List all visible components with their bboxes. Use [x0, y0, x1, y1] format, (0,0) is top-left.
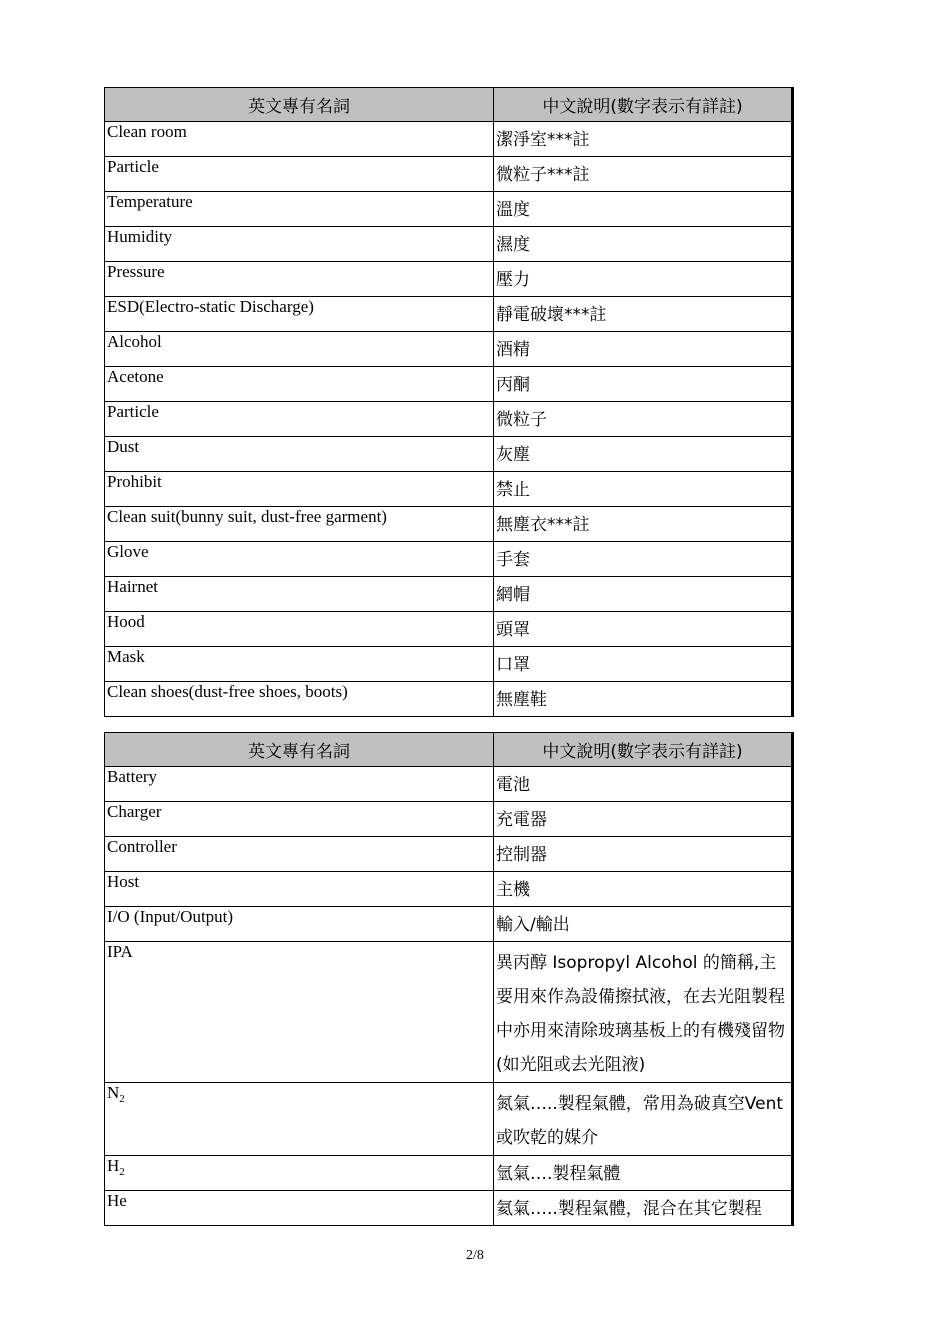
english-term: Humidity	[105, 227, 494, 262]
chinese-description: 微粒子	[494, 402, 793, 437]
english-term	[105, 1083, 494, 1156]
chinese-description: 丙酮	[494, 367, 793, 402]
english-term: Dust	[105, 437, 494, 472]
english-term: Particle	[105, 402, 494, 437]
english-term: Host	[105, 872, 494, 907]
english-term: Hood	[105, 612, 494, 647]
english-term: ESD(Electro-static Discharge)	[105, 297, 494, 332]
element-symbol: N	[107, 1083, 120, 1102]
english-term	[105, 1156, 494, 1191]
table-row	[105, 1083, 793, 1156]
chinese-description: 口罩	[494, 647, 793, 682]
table-row	[105, 507, 793, 542]
chinese-description: 網帽	[494, 577, 793, 612]
chinese-description: 氫氣….製程氣體	[494, 1156, 793, 1191]
chinese-description: 充電器	[494, 802, 793, 837]
chinese-description: 無塵衣***註	[494, 507, 793, 542]
table-row	[105, 542, 793, 577]
chinese-description: 溫度	[494, 192, 793, 227]
chinese-description: 手套	[494, 542, 793, 577]
chinese-description: 潔淨室***註	[494, 122, 793, 157]
header-english-term: 英文專有名詞	[105, 88, 494, 122]
table-row	[105, 227, 793, 262]
table-row	[105, 122, 793, 157]
english-term: Acetone	[105, 367, 494, 402]
chinese-description: 控制器	[494, 837, 793, 872]
table-row	[105, 1156, 793, 1191]
chinese-description: 電池	[494, 767, 793, 802]
chinese-description: 異丙醇 Isopropyl Alcohol 的簡稱,主要用來作為設備擦拭液，在去光阻製程中亦用來清除玻璃基板上的有機殘留物(如光阻或去光阻液)	[494, 942, 793, 1083]
table-row	[105, 907, 793, 942]
english-term: He	[105, 1191, 494, 1226]
table-row	[105, 767, 793, 802]
english-term: Clean shoes(dust-free shoes, boots)	[105, 682, 494, 717]
chinese-description: 壓力	[494, 262, 793, 297]
english-term: Clean suit(bunny suit, dust-free garment)	[105, 507, 494, 542]
chinese-description: 微粒子***註	[494, 157, 793, 192]
chinese-description: 氮氣…..製程氣體，常用為破真空Vent 或吹乾的媒介	[494, 1083, 793, 1156]
table-row	[105, 942, 793, 1083]
english-term: Hairnet	[105, 577, 494, 612]
header-chinese-description: 中文說明(數字表示有詳註)	[494, 733, 793, 767]
chinese-description: 灰塵	[494, 437, 793, 472]
header-chinese-description: 中文說明(數字表示有詳註)	[494, 88, 793, 122]
english-term: Temperature	[105, 192, 494, 227]
table-row	[105, 332, 793, 367]
subscript: 2	[119, 1093, 125, 1105]
glossary-table-2	[104, 732, 794, 1226]
table-row	[105, 402, 793, 437]
english-term: Mask	[105, 647, 494, 682]
english-term: Glove	[105, 542, 494, 577]
table-row	[105, 297, 793, 332]
english-term: Charger	[105, 802, 494, 837]
english-term: Pressure	[105, 262, 494, 297]
chinese-description: 輸入/輸出	[494, 907, 793, 942]
chinese-description: 濕度	[494, 227, 793, 262]
table-row	[105, 262, 793, 297]
table-row	[105, 647, 793, 682]
table-row	[105, 837, 793, 872]
table-header-row	[105, 733, 793, 767]
table-row	[105, 437, 793, 472]
chinese-description: 酒精	[494, 332, 793, 367]
chinese-description: 主機	[494, 872, 793, 907]
subscript: 2	[119, 1166, 125, 1178]
chinese-description: 無塵鞋	[494, 682, 793, 717]
table-header-row	[105, 88, 793, 122]
header-english-term: 英文專有名詞	[105, 733, 494, 767]
glossary-table-1	[104, 87, 794, 717]
table-row	[105, 192, 793, 227]
table-row	[105, 1191, 793, 1226]
english-term: IPA	[105, 942, 494, 1083]
english-term: Alcohol	[105, 332, 494, 367]
chinese-description: 氦氣…..製程氣體，混合在其它製程	[494, 1191, 793, 1226]
table-row	[105, 612, 793, 647]
table-row	[105, 367, 793, 402]
table-row	[105, 157, 793, 192]
table-row	[105, 472, 793, 507]
english-term: Particle	[105, 157, 494, 192]
chinese-description: 靜電破壞***註	[494, 297, 793, 332]
english-term: Prohibit	[105, 472, 494, 507]
table-row	[105, 682, 793, 717]
english-term: Battery	[105, 767, 494, 802]
table-row	[105, 802, 793, 837]
english-term: Controller	[105, 837, 494, 872]
page-number: 2/8	[466, 1248, 484, 1263]
english-term: I/O (Input/Output)	[105, 907, 494, 942]
chinese-description: 禁止	[494, 472, 793, 507]
chinese-description: 頭罩	[494, 612, 793, 647]
english-term: Clean room	[105, 122, 494, 157]
element-symbol: H	[107, 1156, 120, 1175]
table-row	[105, 577, 793, 612]
table-row	[105, 872, 793, 907]
